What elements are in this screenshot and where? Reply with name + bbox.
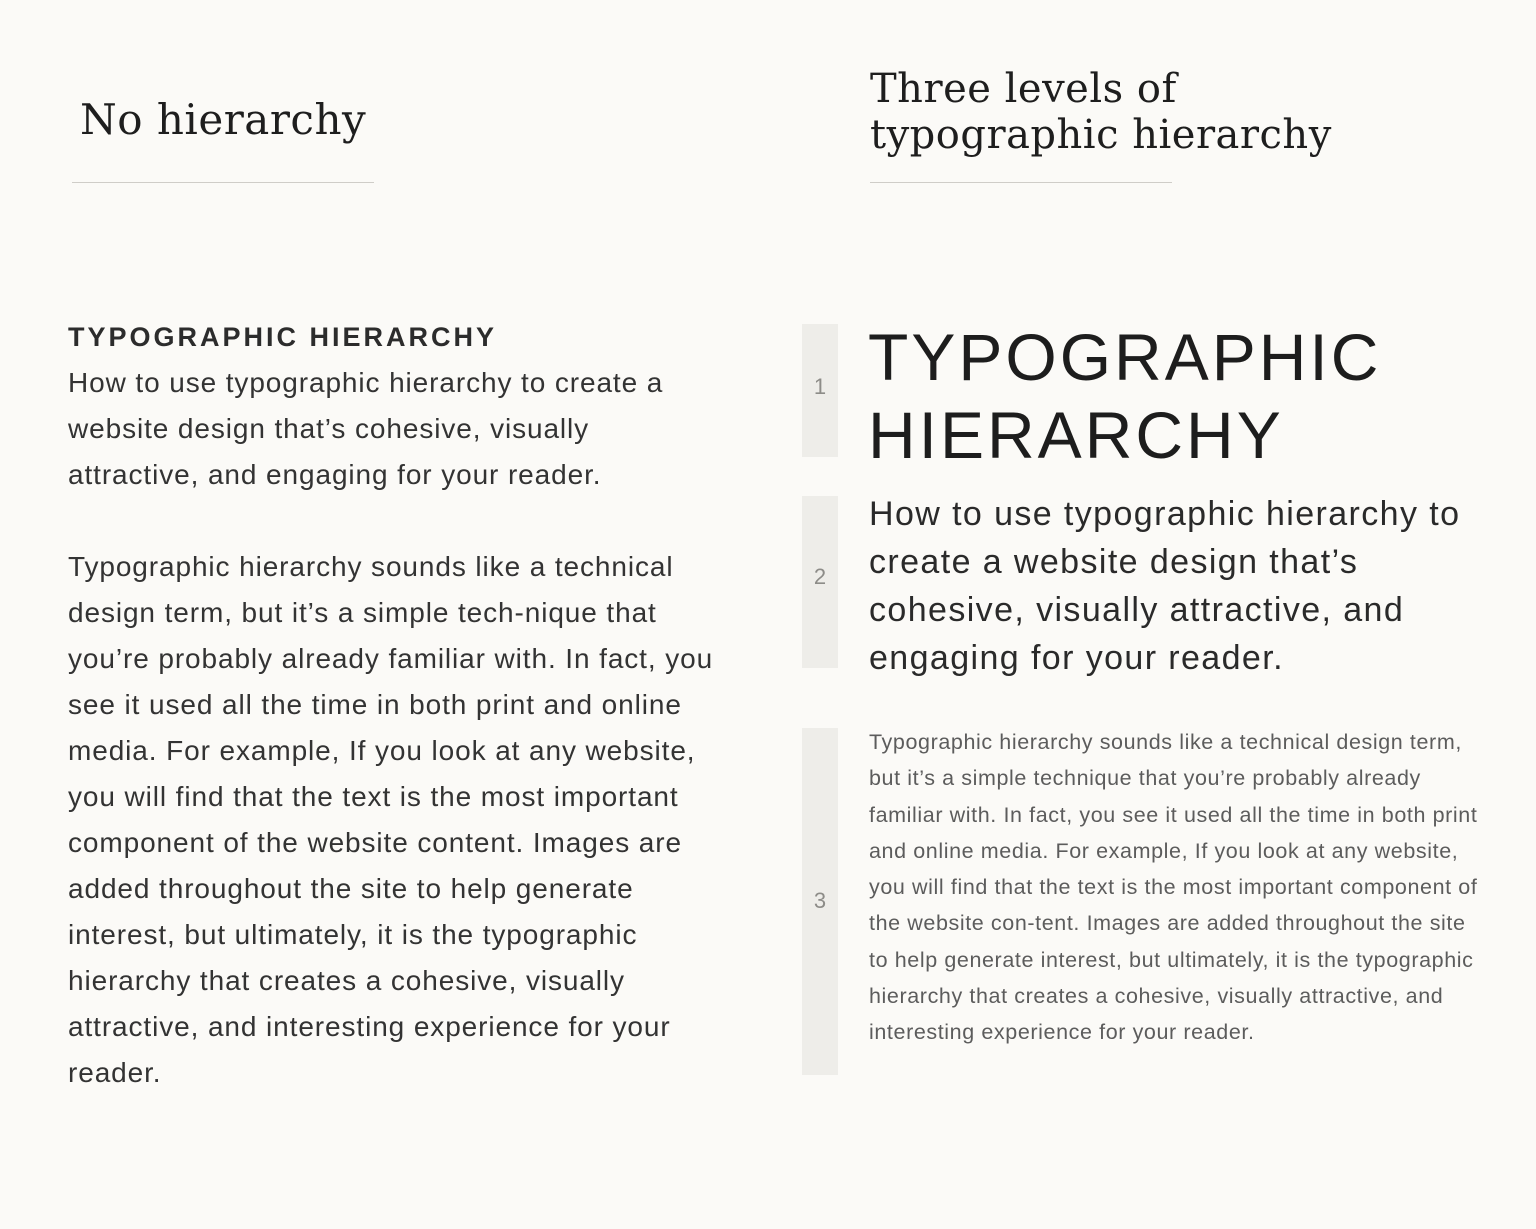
level-2-number: 2 bbox=[813, 564, 827, 589]
no-hierarchy-title: TYPOGRAPHIC HIERARCHY bbox=[68, 322, 498, 352]
level-1-marker bbox=[802, 324, 838, 457]
no-hierarchy-lead: How to use typographic hierarchy to create a website design that’s cohesive, visually attractive, and engaging for your reader. bbox=[68, 367, 664, 490]
three-levels-heading: Three levels of typographic hierarchy bbox=[870, 66, 1332, 158]
level-3-number: 3 bbox=[813, 888, 827, 913]
level-2-marker bbox=[802, 496, 838, 668]
left-heading-divider bbox=[72, 182, 374, 183]
level-3-marker bbox=[802, 728, 838, 1075]
level-1-number: 1 bbox=[813, 374, 827, 399]
no-hierarchy-example bbox=[68, 318, 728, 1096]
no-hierarchy-heading: No hierarchy bbox=[80, 95, 367, 144]
right-heading-divider bbox=[870, 182, 1172, 183]
level-3-body: Typographic hierarchy sounds like a technical design term, but it’s a simple technique that you’re probably already familiar with. In fact, you see it used all the time in both print and online media. For example, If you look at any website, you will find that the text is the most important component of the website con-tent. Images are added throughout the site to help generate interest, but ultimately, it is the typographic hierarchy that creates a cohesive, visually attractive, and interesting experience for your reader. bbox=[869, 730, 1478, 1045]
level-1-title: TYPOGRAPHIC HIERARCHY bbox=[868, 320, 1382, 472]
level-2-lead: How to use typographic hierarchy to create a website design that’s cohesive, visually attractive, and engaging for your reader. bbox=[869, 495, 1461, 677]
no-hierarchy-body: Typographic hierarchy sounds like a technical design term, but it’s a simple tech-nique that you’re probably already familiar with. In fact, you see it used all the time in both print and online media. For example, If you look at any website, you will find that the text is the most important component of the website content. Images are added throughout the site to help generate interest, but ultimately, it is the typographic hierarchy that creates a cohesive, visually attractive, and interesting experience for your reader. bbox=[68, 551, 714, 1088]
